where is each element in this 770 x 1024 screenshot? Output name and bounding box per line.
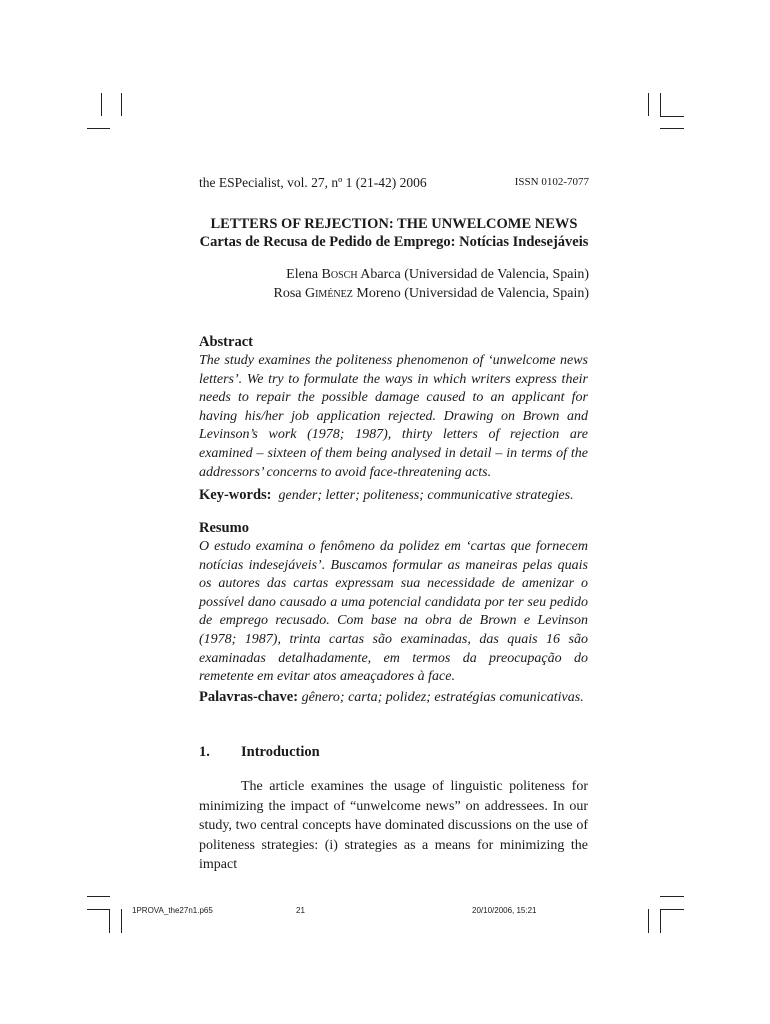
author-line: Rosa Giménez Moreno (Universidad de Valencia, Spain): [273, 286, 589, 301]
crop-mark: [121, 93, 122, 116]
intro-paragraph: The article examines the usage of linguistic politeness for minimizing the impact of “unwelcome news” on addressees. In our study, two central concepts have dominated discussions on the use of politeness strategies: (i) strategies as a means for minimizing the impact: [199, 779, 588, 872]
crop-mark: [87, 896, 110, 897]
crop-mark: [660, 909, 684, 910]
footer-page: 21: [296, 906, 305, 915]
crop-mark: [660, 909, 661, 933]
title-english: LETTERS OF REJECTION: THE UNWELCOME NEWS: [210, 216, 578, 232]
keywords-label: Key-words:: [199, 487, 272, 503]
abstract-heading: Abstract: [199, 334, 253, 350]
author-line: Elena Bosch Abarca (Universidad de Valencia, Spain): [286, 267, 589, 282]
crop-mark: [660, 128, 684, 129]
crop-mark: [660, 93, 661, 116]
footer-timestamp: 20/10/2006, 15:21: [472, 906, 537, 915]
article-title: [199, 215, 589, 251]
crop-mark: [87, 128, 110, 129]
abstract-text: The study examines the politeness phenomenon of ‘unwelcome news letters’. We try to formulate the ways in which writers express their needs to repair the possible damage caused to an applicant for having his/her job application rejected. Drawing on Brown and Levinson’s work (1978; 1987), thirty letters of rejection are examined – sixteen of them being analysed in detail – in terms of the addressors’ concerns to avoid face-threatening acts.: [199, 353, 588, 480]
crop-mark: [121, 909, 122, 933]
issn: ISSN 0102-7077: [514, 176, 589, 188]
palavras-label: Palavras-chave:: [199, 689, 299, 705]
crop-mark: [101, 93, 102, 116]
crop-mark: [87, 909, 110, 910]
crop-mark: [648, 93, 649, 116]
title-portuguese: Cartas de Recusa de Pedido de Emprego: Notícias Indesejáveis: [199, 234, 589, 250]
running-header: [199, 175, 589, 191]
intro-number: 1.: [199, 744, 210, 760]
crop-mark: [660, 116, 684, 117]
keywords: [199, 487, 588, 504]
keywords-value: gender; letter; politeness; communicative strategies.: [278, 488, 574, 503]
resumo-text: O estudo examina o fenômeno da polidez em ‘cartas que fornecem notícias indesejáveis’. Buscamos formular as maneiras pelas quais os autores das cartas expressam sua necessidade de amenizar o possível dano causado a uma potencial candidata por ter seu pedido de emprego recusado. Com base na obra de Brown e Levinson (1978; 1987), trinta cartas são examinadas, das quais 16 são examinadas detalhadamente, em termos da preocupação do remetente em evitar atos ameaçadores à face.: [199, 539, 588, 685]
crop-mark: [660, 896, 684, 897]
author-list: [199, 265, 589, 303]
crop-mark: [648, 909, 649, 933]
crop-mark: [109, 909, 110, 933]
intro-heading: Introduction: [241, 744, 320, 760]
palavras-value: gênero; carta; polidez; estratégias comunicativas.: [301, 690, 584, 705]
resumo-heading: Resumo: [199, 520, 249, 536]
footer-filename: 1PROVA_the27n1.p65: [132, 906, 213, 915]
journal-citation: the ESPecialist, vol. 27, nº 1 (21-42) 2006: [199, 175, 427, 190]
palavras-chave: [199, 689, 588, 706]
